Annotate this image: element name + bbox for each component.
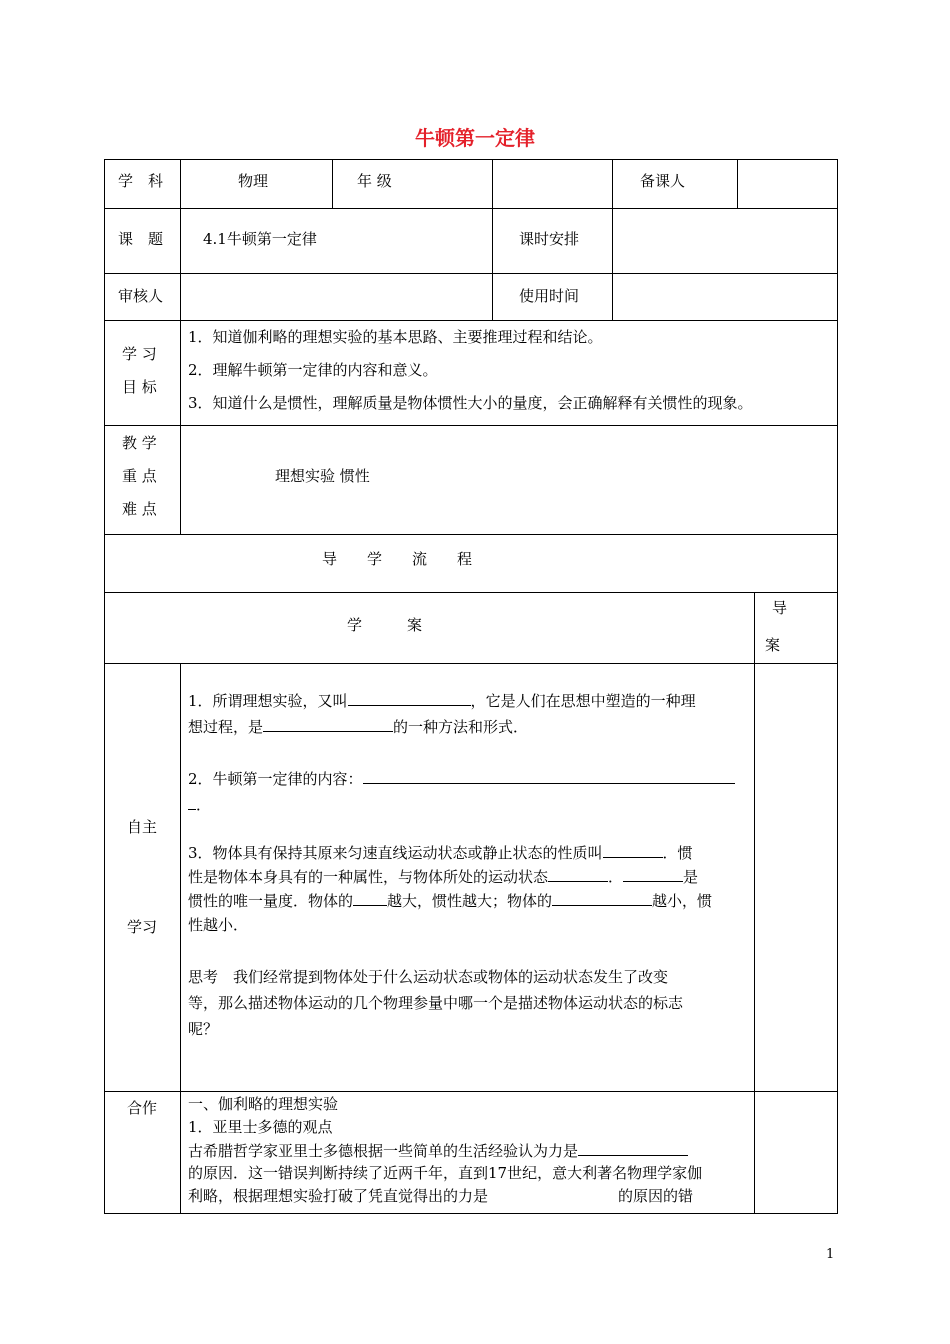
question-3-line3: 惯性的唯一量度．物体的 越大，惯性越大；物体的 越小，惯 [188,888,712,914]
goals-label-line2: 目 标 [122,378,157,396]
cooperation-heading: 一、伽利略的理想实验 [188,1095,339,1113]
row-divider [104,320,838,321]
guide-header-line1: 导 [772,599,788,617]
fill-blank[interactable] [348,689,471,706]
fill-blank[interactable] [263,715,393,732]
question-2-line1: 2．牛顿第一定律的内容： [188,766,735,792]
subject-label: 学 科 [118,172,164,190]
row-divider [104,273,838,274]
fill-blank[interactable] [548,865,608,882]
col-divider [492,159,493,320]
keypoints-label-line3: 难 点 [122,500,157,518]
cooperation-line1: 古希腊哲学家亚里士多德根据一些简单的生活经验认为力是 [188,1139,688,1162]
question-3-line4: 性越小． [188,916,249,934]
cooperation-sub1: 1．亚里士多德的观点 [188,1118,333,1136]
table-border-left [104,159,105,1213]
page-number: 1 [826,1247,835,1262]
goal-item: 3．知道什么是惯性，理解质量是物体惯性大小的量度，会正确解释有关惯性的现象。 [188,394,753,412]
fill-blank[interactable] [188,793,196,810]
fill-blank[interactable] [353,889,387,906]
plan-header: 学 案 [347,616,423,634]
fill-blank[interactable] [552,889,652,906]
topic-value: 4.1牛顿第一定律 [203,230,317,248]
goal-item: 2．理解牛顿第一定律的内容和意义。 [188,361,438,379]
flow-header: 导 学 流 程 [322,550,473,568]
goals-label-line1: 学 习 [122,345,157,363]
question-1-line2: 想过程，是 的一种方法和形式． [188,714,528,740]
think-line2: 等，那么描述物体运动的几个物理参量中哪一个是描述物体运动状态的标志 [188,994,684,1012]
question-3-line2: 性是物体本身具有的一种属性，与物体所处的运动状态 ． 是 [188,864,698,890]
goal-item: 1．知道伽利略的理想实验的基本思路、主要推理过程和结论。 [188,328,603,346]
row-divider [104,1091,838,1092]
row-divider [104,534,838,535]
schedule-label: 课时安排 [519,230,580,248]
usetime-label: 使用时间 [519,287,580,305]
fill-blank[interactable] [603,841,663,858]
col-divider [612,159,613,320]
fill-blank[interactable] [623,865,683,882]
row-divider [104,663,838,664]
keypoints-label-line1: 教 学 [122,434,157,452]
self-study-label-line2: 学习 [127,918,158,936]
guide-header-line2: 案 [765,636,781,654]
keypoints-value: 理想实验 惯性 [275,467,370,485]
cooperation-label: 合作 [127,1099,158,1117]
col-divider [754,592,755,1213]
cooperation-line2: 的原因．这一错误判断持续了近两千年，直到17世纪，意大利著名物理学家伽 [188,1164,703,1182]
question-2-line2: ． [188,792,211,818]
table-border-top [104,159,838,160]
question-3-line1: 3．物体具有保持其原来匀速直线运动状态或静止状态的性质叫 ．惯 [188,840,693,866]
row-divider [104,425,838,426]
cooperation-line3: 利略，根据理想实验打破了凭直觉得出的力是 的原因的错 [188,1187,694,1205]
think-line1: 思考 我们经常提到物体处于什么运动状态或物体的运动状态发生了改变 [188,968,669,986]
table-border-right [837,159,838,1213]
col-divider [180,159,181,534]
col-divider [180,663,181,1213]
preparer-label: 备课人 [640,172,686,190]
col-divider [332,159,333,208]
col-divider [737,159,738,208]
self-study-label-line1: 自主 [127,818,158,836]
keypoints-label-line2: 重 点 [122,467,157,485]
question-1-line1: 1．所谓理想实验，又叫 ，它是人们在思想中塑造的一种理 [188,688,696,714]
grade-label: 年 级 [357,172,392,190]
fill-blank[interactable] [363,767,735,784]
topic-label: 课 题 [118,230,164,248]
think-line3: 呢？ [188,1020,219,1038]
reviewer-label: 审核人 [118,287,164,305]
fill-blank[interactable] [578,1139,688,1156]
page-title: 牛顿第一定律 [415,126,535,150]
row-divider [104,208,838,209]
row-divider [104,592,838,593]
subject-value: 物理 [238,172,269,190]
table-border-bottom [104,1213,838,1214]
